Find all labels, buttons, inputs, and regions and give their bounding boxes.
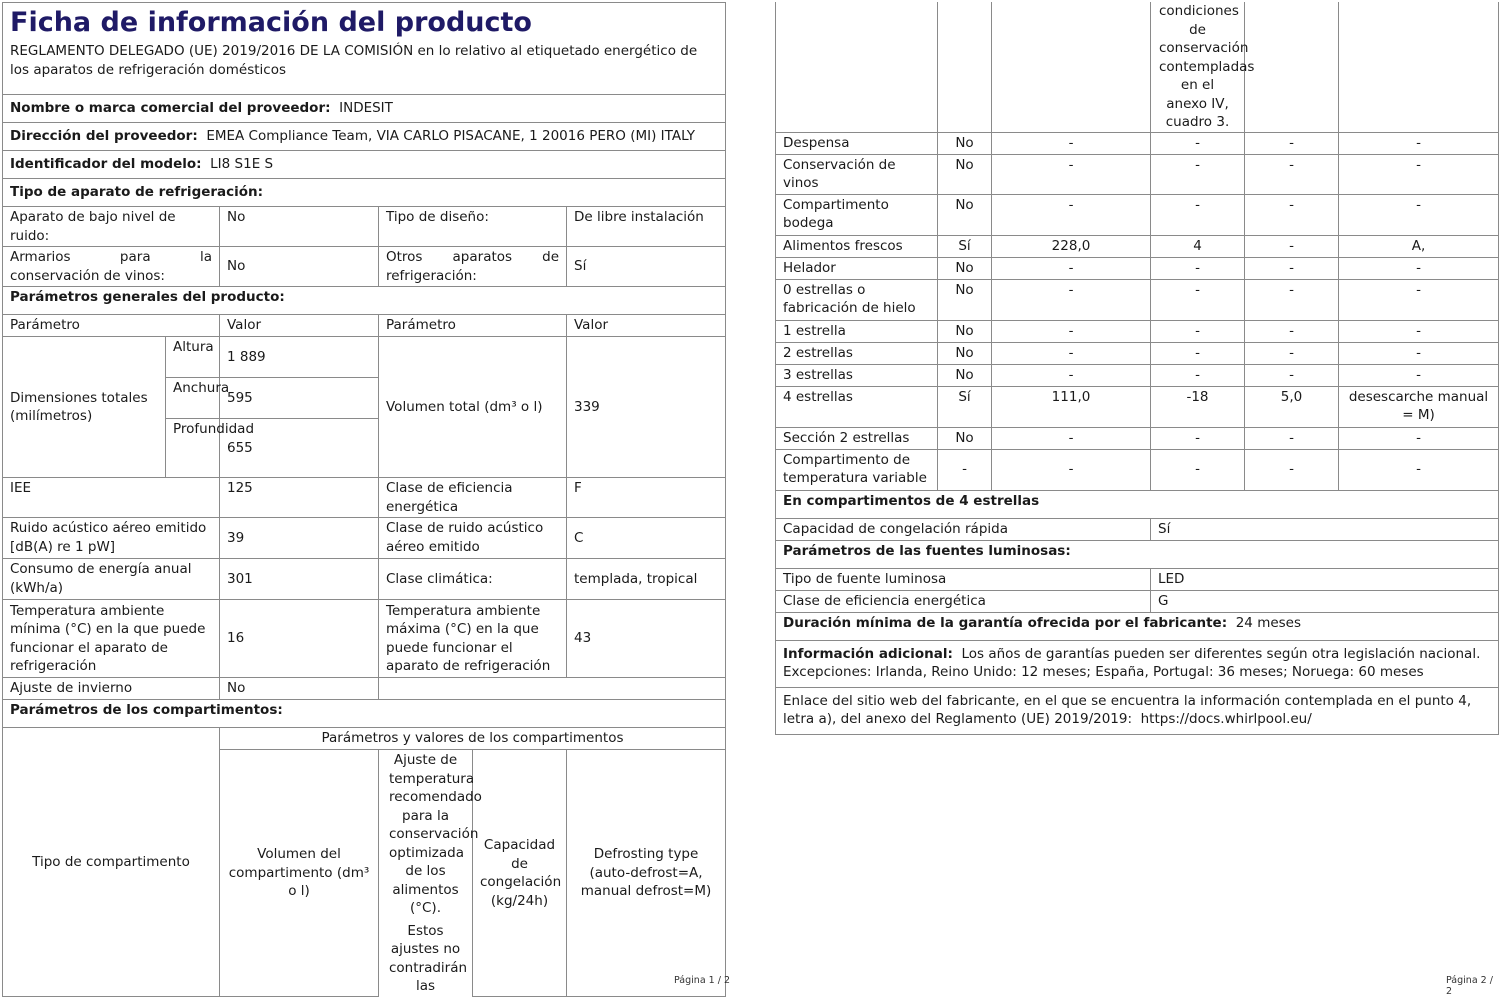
wine-label: Armarios para la conservación de vinos:: [3, 247, 220, 287]
appliance-type-header: Tipo de aparato de refrigeración:: [3, 179, 726, 207]
compartments-table: [775, 2, 1499, 735]
compartment-present: No: [938, 154, 992, 194]
compartment-volume: 111,0: [992, 386, 1151, 427]
cont-empty-2: [938, 2, 992, 132]
comp-temp-cell: [379, 750, 482, 997]
cont-empty-3: [992, 2, 1151, 132]
compartment-defrost: -: [1339, 132, 1499, 154]
compartment-volume: -: [992, 279, 1151, 320]
min-temp-label: Temperatura ambiente mínima (°C) en la que puede funcionar el aparato de refrigeración: [3, 600, 220, 678]
iee-value: 125: [220, 478, 379, 518]
compartment-name: Compartimento bodega: [776, 194, 938, 235]
warranty-row: [776, 612, 1499, 640]
dimensions-label: Dimensiones totales (milímetros): [3, 337, 166, 478]
other-appliance-label: Otros aparatos de refrigeración:: [379, 247, 567, 287]
compartment-temp: -: [1151, 194, 1245, 235]
low-noise-label: Aparato de bajo nivel de ruido:: [3, 207, 220, 247]
cont-empty-1: [776, 2, 938, 132]
compartment-temp: -: [1151, 132, 1245, 154]
energy-value: 301: [220, 559, 379, 600]
depth-value: 655: [220, 419, 379, 478]
iee-label: IEE: [3, 478, 220, 518]
additional-value: Los años de garantías pueden ser diferentes según otra legislación nacional. Excepciones: Irlanda, Reino Unido: 12 meses; España, Portugal: 36 meses; Noruega: 60 meses: [783, 645, 1481, 680]
fast-freeze-label: Capacidad de congelación rápida: [776, 518, 1151, 540]
compartment-name: 4 estrellas: [776, 386, 938, 427]
compartment-row: [776, 257, 1499, 279]
compartment-row: [776, 132, 1499, 154]
compartment-row: [776, 364, 1499, 386]
height-label: Altura: [166, 337, 220, 378]
compartment-freeze: -: [1245, 257, 1339, 279]
page-1: [2, 2, 725, 997]
compartment-defrost: -: [1339, 364, 1499, 386]
design-value: De libre instalación: [567, 207, 726, 247]
compartment-present: Sí: [938, 235, 992, 257]
design-label: Tipo de diseño:: [379, 207, 567, 247]
col-param-header-2: Parámetro: [379, 315, 567, 337]
winter-empty: [379, 678, 726, 700]
light-class-label: Clase de eficiencia energética: [776, 590, 1151, 612]
compartment-name: Sección 2 estrellas: [776, 427, 938, 449]
light-type-value: LED: [1151, 568, 1499, 590]
additional-info-row: [776, 640, 1499, 687]
compartment-defrost: -: [1339, 320, 1499, 342]
compartment-name: 2 estrellas: [776, 342, 938, 364]
compartment-row: [776, 427, 1499, 449]
compartment-defrost: desescarche manual = M): [1339, 386, 1499, 427]
noise-class-label: Clase de ruido acústico aéreo emitido: [379, 518, 567, 559]
compartment-temp: -: [1151, 449, 1245, 490]
compartment-volume: -: [992, 342, 1151, 364]
address-row: [3, 123, 726, 151]
min-temp-value: 16: [220, 600, 379, 678]
compartment-volume: -: [992, 449, 1151, 490]
compartment-defrost: -: [1339, 154, 1499, 194]
wine-value: No: [220, 247, 379, 287]
compartment-freeze: -: [1245, 154, 1339, 194]
depth-label: Profundidad: [166, 419, 220, 478]
width-value: 595: [220, 378, 379, 419]
compartment-row: [776, 449, 1499, 490]
compartment-volume: -: [992, 132, 1151, 154]
model-value: LI8 S1E S: [210, 156, 274, 173]
compartment-defrost: -: [1339, 342, 1499, 364]
compartment-temp: 4: [1151, 235, 1245, 257]
compartment-name: Compartimento de temperatura variable: [776, 449, 938, 490]
general-params-header: Parámetros generales del producto:: [3, 287, 726, 315]
winter-value: No: [220, 678, 379, 700]
other-appliance-value: Sí: [567, 247, 726, 287]
compartment-rows: [776, 132, 1499, 490]
compartment-present: No: [938, 279, 992, 320]
website-link[interactable]: https://docs.whirlpool.eu/: [1140, 711, 1312, 727]
compartment-defrost: -: [1339, 194, 1499, 235]
light-type-label: Tipo de fuente luminosa: [776, 568, 1151, 590]
compartment-temp: -: [1151, 427, 1245, 449]
page-number-1: Página 1 / 2: [674, 975, 730, 986]
four-star-header: En compartimentos de 4 estrellas: [776, 490, 1499, 518]
compartment-volume: -: [992, 257, 1151, 279]
compartment-name: 0 estrellas o fabricación de hielo: [776, 279, 938, 320]
product-info-table: [2, 2, 726, 997]
regulation-subtitle: REGLAMENTO DELEGADO (UE) 2019/2016 DE LA COMISIÓN en lo relativo al etiquetado energético de los aparatos de refrigeración domésticos: [10, 43, 698, 78]
page-number-2: Página 2 / 2: [1446, 975, 1493, 997]
height-value: 1 889: [220, 337, 379, 378]
compartment-row: [776, 154, 1499, 194]
compartment-present: No: [938, 342, 992, 364]
light-header: Parámetros de las fuentes luminosas:: [776, 540, 1499, 568]
compartment-name: Conservación de vinos: [776, 154, 938, 194]
compartment-defrost: A,: [1339, 235, 1499, 257]
website-label: Enlace del sitio web del fabricante, en el que se encuentra la información contemplada en el punto 4, letra a), del anexo del Reglamento (UE) 2019/2019:: [783, 692, 1472, 727]
compartment-name: Alimentos frescos: [776, 235, 938, 257]
compartment-row: [776, 342, 1499, 364]
noise-value: 39: [220, 518, 379, 559]
compartment-volume: -: [992, 320, 1151, 342]
compartment-temp: -: [1151, 342, 1245, 364]
compartment-temp: -: [1151, 320, 1245, 342]
compartment-name: 3 estrellas: [776, 364, 938, 386]
compartment-name: Despensa: [776, 132, 938, 154]
compartment-present: No: [938, 194, 992, 235]
compartment-present: Sí: [938, 386, 992, 427]
energy-label: Consumo de energía anual (kWh/a): [3, 559, 220, 600]
warranty-value: 24 meses: [1235, 614, 1302, 631]
noise-label: Ruido acústico aéreo emitido [dB(A) re 1 pW]: [3, 518, 220, 559]
supplier-label: Nombre o marca comercial del proveedor:: [10, 100, 331, 117]
compartment-name: Helador: [776, 257, 938, 279]
noise-class-value: C: [567, 518, 726, 559]
cont-empty-4: [1245, 2, 1339, 132]
compartment-defrost: -: [1339, 279, 1499, 320]
website-row: [776, 687, 1499, 734]
compartment-temp: -: [1151, 364, 1245, 386]
compartment-present: No: [938, 320, 992, 342]
compartment-freeze: -: [1245, 194, 1339, 235]
compartment-temp: -: [1151, 257, 1245, 279]
comp-temp-note: Estos ajustes no contradirán las: [389, 922, 468, 994]
compartment-row: [776, 320, 1499, 342]
compartment-defrost: -: [1339, 427, 1499, 449]
address-value: EMEA Compliance Team, VIA CARLO PISACANE, 1 20016 PERO (MI) ITALY: [206, 128, 696, 145]
comp-temp-continuation: condiciones de conservación contempladas en el anexo IV, cuadro 3.: [1151, 2, 1245, 132]
model-label: Identificador del modelo:: [10, 156, 202, 173]
compartment-present: -: [938, 449, 992, 490]
col-value-header-2: Valor: [567, 315, 726, 337]
comp-defrost-label: Defrosting type (auto-defrost=A, manual defrost=M): [567, 750, 726, 997]
compartment-present: No: [938, 427, 992, 449]
compartment-volume: -: [992, 427, 1151, 449]
compartment-freeze: 5,0: [1245, 386, 1339, 427]
compartment-defrost: -: [1339, 257, 1499, 279]
width-label: Anchura: [166, 378, 220, 419]
warranty-label: Duración mínima de la garantía ofrecida por el fabricante:: [783, 614, 1228, 631]
model-row: [3, 151, 726, 179]
light-class-value: G: [1151, 590, 1499, 612]
compartment-name: 1 estrella: [776, 320, 938, 342]
max-temp-value: 43: [567, 600, 726, 678]
compartment-freeze: -: [1245, 449, 1339, 490]
compartment-row: [776, 279, 1499, 320]
supplier-row: [3, 95, 726, 123]
title-cell: [3, 3, 726, 95]
efficiency-value: F: [567, 478, 726, 518]
compartment-present: No: [938, 257, 992, 279]
winter-label: Ajuste de invierno: [3, 678, 220, 700]
comp-volume-label: Volumen del compartimento (dm³ o l): [220, 750, 379, 997]
additional-label: Información adicional:: [783, 645, 953, 662]
comp-params-label: Parámetros y valores de los compartimentos: [220, 728, 726, 750]
compartment-freeze: -: [1245, 427, 1339, 449]
compartment-freeze: -: [1245, 320, 1339, 342]
compartment-freeze: -: [1245, 132, 1339, 154]
compartment-volume: -: [992, 194, 1151, 235]
compartment-temp: -18: [1151, 386, 1245, 427]
compartment-volume: -: [992, 364, 1151, 386]
compartment-row: [776, 194, 1499, 235]
comp-type-label: Tipo de compartimento: [3, 728, 220, 997]
volume-label: Volumen total (dm³ o l): [379, 337, 567, 478]
low-noise-value: No: [220, 207, 379, 247]
compartment-freeze: -: [1245, 235, 1339, 257]
climate-value: templada, tropical: [567, 559, 726, 600]
compartment-row: [776, 386, 1499, 427]
efficiency-label: Clase de eficiencia energética: [379, 478, 567, 518]
compartment-temp: -: [1151, 279, 1245, 320]
address-label: Dirección del proveedor:: [10, 128, 198, 145]
page-title: Ficha de información del producto: [10, 7, 532, 38]
compartment-freeze: -: [1245, 364, 1339, 386]
col-param-header: Parámetro: [3, 315, 220, 337]
col-value-header: Valor: [220, 315, 379, 337]
compartment-freeze: -: [1245, 342, 1339, 364]
compartment-present: No: [938, 132, 992, 154]
compartment-volume: 228,0: [992, 235, 1151, 257]
cont-empty-5: [1339, 2, 1499, 132]
max-temp-label: Temperatura ambiente máxima (°C) en la que puede funcionar el aparato de refrigeración: [379, 600, 567, 678]
comp-freeze-label: Capacidad de congelación (kg/24h): [473, 750, 567, 997]
compartment-row: [776, 235, 1499, 257]
supplier-value: INDESIT: [339, 100, 393, 117]
climate-label: Clase climática:: [379, 559, 567, 600]
compartment-freeze: -: [1245, 279, 1339, 320]
volume-value: 339: [567, 337, 726, 478]
compartment-present: No: [938, 364, 992, 386]
compartment-defrost: -: [1339, 449, 1499, 490]
compartments-header: Parámetros de los compartimentos:: [3, 700, 726, 728]
compartment-temp: -: [1151, 154, 1245, 194]
page-2: [775, 2, 1498, 735]
compartment-volume: -: [992, 154, 1151, 194]
comp-temp-label: Ajuste de temperatura recomendado para la conservación optimizada de los alimentos (°C).: [389, 752, 482, 916]
fast-freeze-value: Sí: [1151, 518, 1499, 540]
